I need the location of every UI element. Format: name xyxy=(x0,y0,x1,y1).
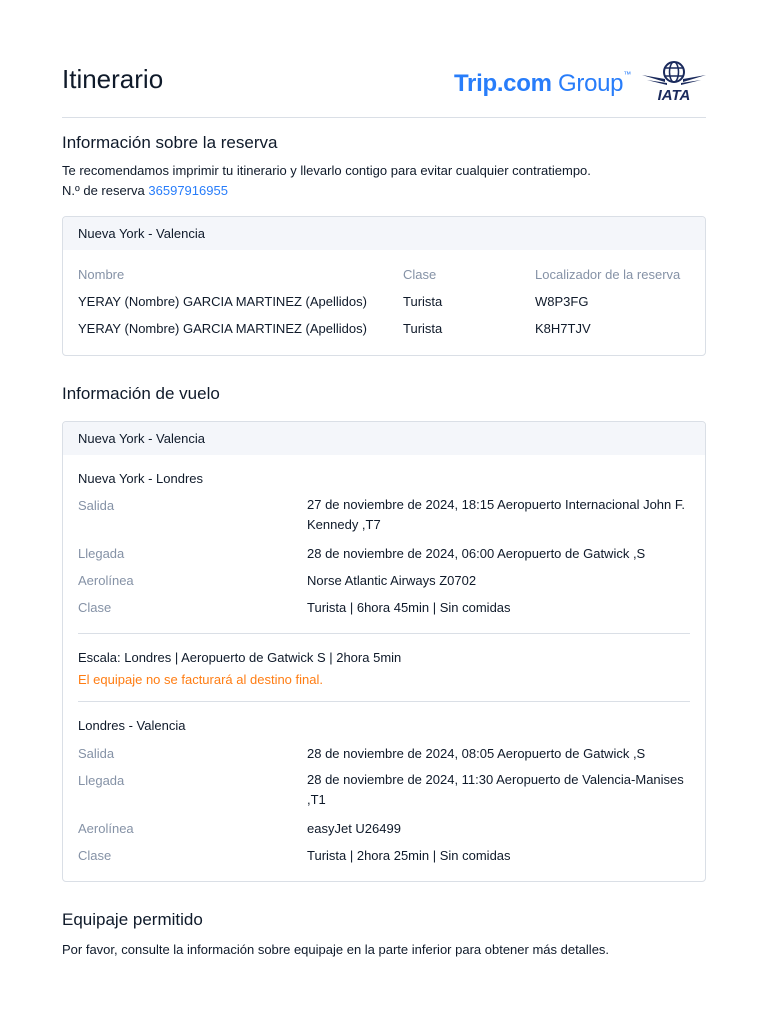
departure-value: 27 de noviembre de 2024, 18:15 Aeropuerto Internacional John F. Kennedy ,T7 xyxy=(307,497,685,532)
passenger-name: YERAY (Nombre) GARCIA MARTINEZ (Apellidos) xyxy=(78,294,367,309)
passenger-class: Turista xyxy=(403,321,443,336)
departure-label: Salida xyxy=(78,498,115,513)
departure-label: Salida xyxy=(78,746,115,761)
column-header-locator: Localizador de la reserva xyxy=(535,267,681,282)
baggage-warning: El equipaje no se facturará al destino final. xyxy=(78,672,323,687)
column-header-class: Clase xyxy=(403,267,437,282)
reservation-number-label: N.º de reserva xyxy=(62,183,145,198)
segment-title: Londres - Valencia xyxy=(78,718,186,733)
flight-section-title: Información de vuelo xyxy=(62,384,220,403)
airline-value: easyJet U26499 xyxy=(307,821,401,836)
passengers-card-header: Nueva York - Valencia xyxy=(63,217,705,250)
reservation-number-link[interactable]: 36597916955 xyxy=(148,183,228,198)
reservation-number xyxy=(62,183,228,198)
baggage-notice: Por favor, consulte la información sobre equipaje en la parte inferior para obtener más detalles. xyxy=(62,942,610,957)
arrival-label: Llegada xyxy=(78,546,125,561)
class-label: Clase xyxy=(78,848,112,863)
svg-text:IATA: IATA xyxy=(657,87,691,104)
departure-value: 28 de noviembre de 2024, 08:05 Aeropuerto de Gatwick ,S xyxy=(307,746,646,761)
airline-label: Aerolínea xyxy=(78,573,134,588)
airline-label: Aerolínea xyxy=(78,821,134,836)
class-value: Turista | 6hora 45min | Sin comidas xyxy=(307,600,511,615)
segment-divider xyxy=(78,701,690,702)
reservation-section-title: Información sobre la reserva xyxy=(62,133,278,152)
class-value: Turista | 2hora 25min | Sin comidas xyxy=(307,848,511,863)
passengers-card xyxy=(62,216,706,356)
airline-value: Norse Atlantic Airways Z0702 xyxy=(307,573,477,588)
passenger-locator: W8P3FG xyxy=(535,294,589,309)
segment-divider xyxy=(78,633,690,634)
passenger-class: Turista xyxy=(403,294,443,309)
baggage-section-title: Equipaje permitido xyxy=(62,910,203,929)
tripcom-group-logo: Trip.com Group™ xyxy=(454,70,631,97)
page-header xyxy=(62,60,706,118)
arrival-label: Llegada xyxy=(78,773,125,788)
arrival-value: 28 de noviembre de 2024, 06:00 Aeropuerto de Gatwick ,S xyxy=(307,546,646,561)
iata-logo-icon xyxy=(641,60,707,104)
passenger-name: YERAY (Nombre) GARCIA MARTINEZ (Apellidos) xyxy=(78,321,367,336)
segment-title: Nueva York - Londres xyxy=(78,471,204,486)
column-header-name: Nombre xyxy=(78,267,125,282)
page-title: Itinerario xyxy=(62,64,164,94)
arrival-value: 28 de noviembre de 2024, 11:30 Aeropuerto de Valencia-Manises ,T1 xyxy=(307,772,684,807)
passenger-locator: K8H7TJV xyxy=(535,321,591,336)
layover-info: Escala: Londres | Aeropuerto de Gatwick S | 2hora 5min xyxy=(78,650,402,665)
flight-card-header: Nueva York - Valencia xyxy=(63,422,705,455)
reservation-notice: Te recomendamos imprimir tu itinerario y llevarlo contigo para evitar cualquier contratiempo. xyxy=(62,163,591,178)
class-label: Clase xyxy=(78,600,112,615)
flight-card xyxy=(62,421,706,882)
